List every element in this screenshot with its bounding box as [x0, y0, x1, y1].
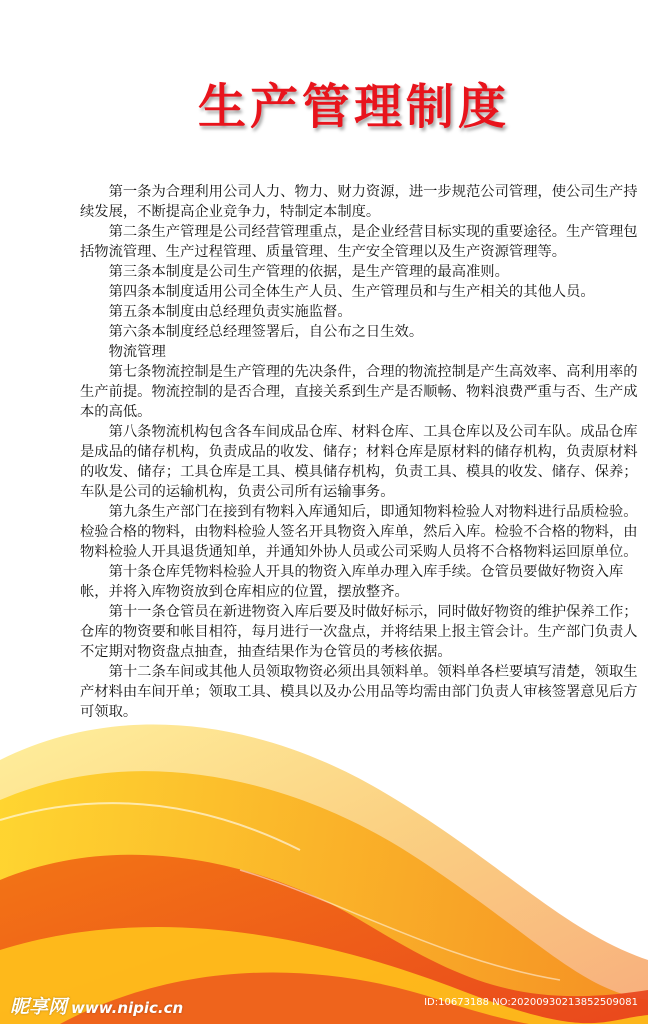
paragraph: 第四条本制度适用公司全体生产人员、生产管理员和与生产相关的其他人员。 — [108, 284, 595, 300]
paragraph: 第十条仓库凭物料检验人开具的物资入库单办理入库手续。仓管员要做好物资入库帐，并将入库物资放到仓库相应的位置，摆放整齐。 — [80, 564, 624, 600]
paragraph: 第十二条车间或其他人员领取物资必须出具领料单。领料单各栏要填写清楚，领取生产材料由车间开单；领取工具、模具以及办公用品等均需由部门负责人审核签署意见后方可领取。 — [80, 664, 638, 720]
paragraph: 第九条生产部门在接到有物料入库通知后，即通知物料检验人对物料进行品质检验。检验合格的物料，由物料检验人签名开具物资入库单，然后入库。检验不合格的物料，由物料检验人开具退货通知单，并通知外协人员或公司采购人员将不合格物料运回原单位。 — [80, 504, 638, 560]
paragraph: 第七条物流控制是生产管理的先决条件，合理的物流控制是产生高效率、高利用率的生产前提。物流控制的是否合理，直接关系到生产是否顺畅、物料浪费严重与否、生产成本的高低。 — [80, 364, 638, 420]
paragraph: 第二条生产管理是公司经营管理重点，是企业经营目标实现的重要途径。生产管理包括物流管理、生产过程管理、质量管理、生产安全管理以及生产资源管理等。 — [80, 224, 638, 260]
page-title: 生产管理制度 — [197, 79, 510, 135]
paragraph: 第十一条仓管员在新进物资入库后要及时做好标示，同时做好物资的维护保养工作；仓库的物资要和帐目相符，每月进行一次盘点，并将结果上报主管会计。生产部门负责人不定期对物资盘点抽查，抽查结果作为仓管员的考核依据。 — [80, 604, 638, 660]
section-heading: 物流管理 — [108, 344, 166, 360]
watermark-url: www.nipic.cn — [71, 999, 184, 1017]
paragraph: 第八条物流机构包含各车间成品仓库、材料仓库、工具仓库以及公司车队。成品仓库是成品的储存机构，负责成品的收发、储存；材料仓库是原材料的储存机构，负责原材料的收发、储存；工具仓库是工具、模具储存机构，负责工具、模具的收发、储存、保养；车队是公司的运输机构，负责公司所有运输事务。 — [80, 424, 638, 500]
paragraph: 第六条本制度经总经理签署后，自公布之日生效。 — [108, 324, 424, 340]
paragraph: 第一条为合理利用公司人力、物力、财力资源，进一步规范公司管理，使公司生产持续发展，不断提高企业竞争力，特制定本制度。 — [80, 184, 638, 220]
document-body — [80, 182, 640, 722]
watermark-logo — [10, 992, 183, 1019]
paragraph: 第三条本制度是公司生产管理的依据，是生产管理的最高准则。 — [108, 264, 509, 280]
watermark-id: ID:10673188 NO:20200930213852509081 — [424, 997, 638, 1008]
paragraph: 第五条本制度由总经理负责实施监督。 — [108, 304, 352, 320]
watermark-logo-text: 昵享网 — [10, 996, 68, 1018]
